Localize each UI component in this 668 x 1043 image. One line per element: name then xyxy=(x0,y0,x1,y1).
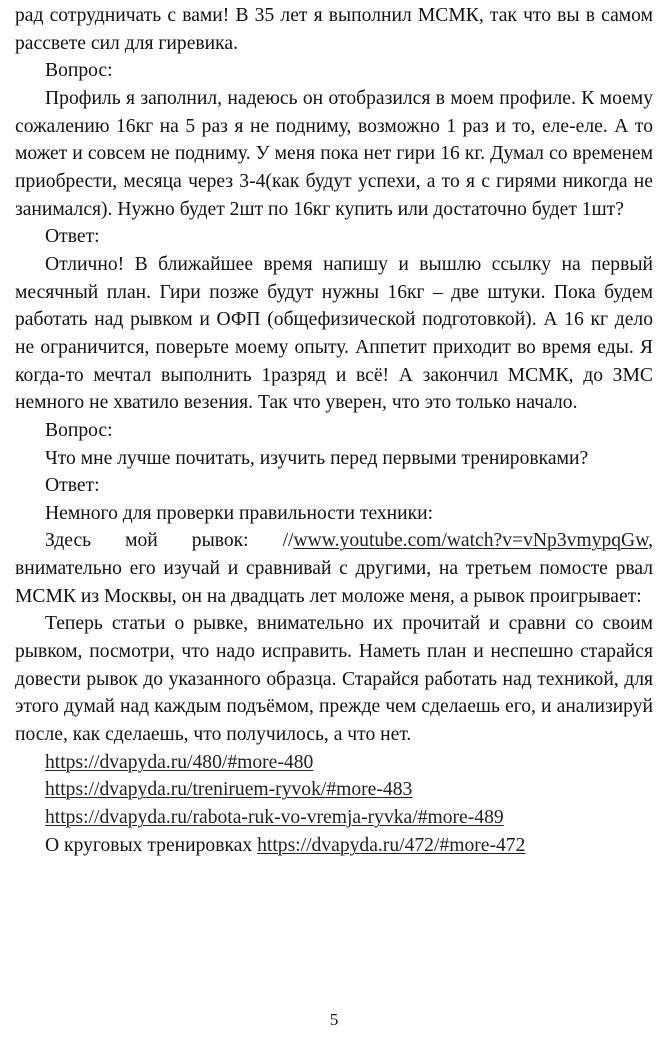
question-label-2: Вопрос: xyxy=(45,419,113,441)
article-link-480[interactable]: https://dvapyda.ru/480/#more-480 xyxy=(45,751,314,773)
circuit-label: О круговых тренировках xyxy=(45,834,258,856)
video-suffix: , внимательно его изучай и сравнивай с другими, на третьем помосте рвал МСМК из Москвы, он на двадцать лет моложе меня, а рывок проигрывает: xyxy=(15,530,653,607)
circuit-link[interactable]: https://dvapyda.ru/472/#more-472 xyxy=(257,834,526,856)
articles-paragraph: Теперь статьи о рывке, внимательно их прочитай и сравни со своим рывком, посмотри, что надо исправить. Наметь план и неспешно старайся довести рывок до указанного образца. Старайся работать над техникой, для этого думай над каждым подъёмом, прежде чем сделаешь его, и анализируй после, как сделаешь, что получилось, а что нет. xyxy=(15,613,653,746)
answer-label-1: Ответ: xyxy=(45,226,100,248)
video-paragraph xyxy=(15,527,653,610)
answer-text-1: Отлично! В ближайшее время напишу и вышлю ссылку на первый месячный план. Гири позже будут нужны 16кг – две штуки. Пока будем работать над рывком и ОФП (общефизической подготовкой). А 16 кг дело не ограничится, поверьте моему опыту. Аппетит приходит во время еды. Я когда-то мечтал выполнить 1разряд и всё! А закончил МСМК, до ЗМС немного не хватило везения. Так что уверен, что это только начало. xyxy=(15,253,653,414)
question-text-1: Профиль я заполнил, надеюсь он отобразился в моем профиле. К моему сожалению 16кг на 5 раз я не подниму, возможно 1 раз и то, еле-еле. А то может и совсем не подниму. У меня пока нет гири 16 кг. Думал со временем приобрести, месяца через 3-4(как будут успехи, а то я с гирями никогда не занимался). Нужно будет 2шт по 16кг купить или достаточно будет 1шт? xyxy=(15,87,653,220)
paragraph-intro: рад сотрудничать с вами! В 35 лет я выполнил МСМК, так что вы в самом рассвете сил для гиревика. xyxy=(15,5,653,54)
answer-intro-2: Немного для проверки правильности техники: xyxy=(45,502,434,524)
page-number: 5 xyxy=(329,1010,339,1029)
youtube-link[interactable]: www.youtube.com/watch?v=vNp3vmypqGw xyxy=(293,530,649,552)
question-text-2: Что мне лучше почитать, изучить перед первыми тренировками? xyxy=(45,447,589,469)
article-link-483[interactable]: https://dvapyda.ru/treniruem-ryvok/#more-483 xyxy=(45,779,413,801)
page-body xyxy=(15,2,653,859)
answer-label-2: Ответ: xyxy=(45,475,100,497)
circuit-line xyxy=(15,832,653,860)
link-line-2 xyxy=(15,776,653,804)
video-prefix: Здесь мой рывок: // xyxy=(45,530,294,552)
link-line-3 xyxy=(15,804,653,832)
link-line-1 xyxy=(15,749,653,777)
article-link-489[interactable]: https://dvapyda.ru/rabota-ruk-vo-vremja-ryvka/#more-489 xyxy=(45,807,504,829)
question-label-1: Вопрос: xyxy=(45,60,113,82)
